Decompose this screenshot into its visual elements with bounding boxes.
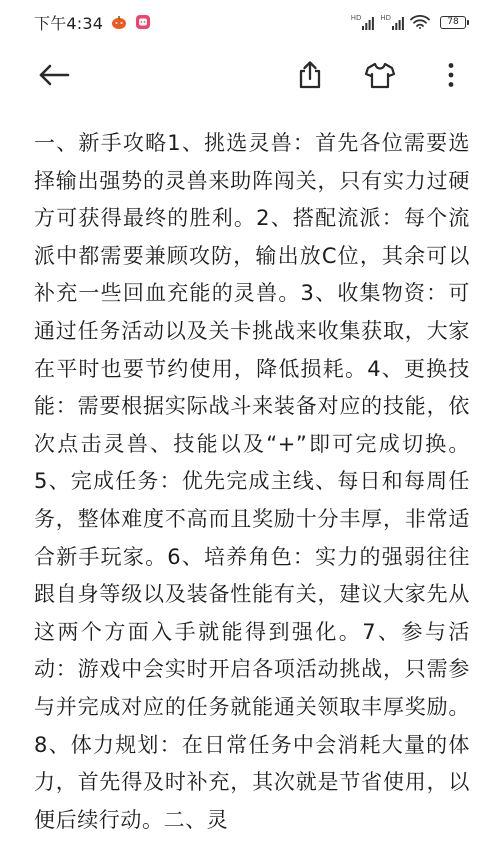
status-left <box>34 11 151 34</box>
pumpkin-app-icon <box>111 14 127 30</box>
signal-1 <box>351 15 375 30</box>
arrow-left-icon <box>37 63 71 87</box>
more-vertical-icon <box>447 62 455 88</box>
tshirt-icon <box>364 61 396 89</box>
signal-bars-icon <box>362 16 374 30</box>
status-bar <box>0 0 500 44</box>
status-time: 下午4:34 <box>34 13 104 33</box>
share-icon <box>296 60 324 90</box>
signal-bars-icon <box>392 16 404 30</box>
hd-label-1: HD <box>350 13 362 22</box>
status-right <box>351 15 466 30</box>
pink-app-icon <box>135 14 151 30</box>
more-button[interactable] <box>427 50 475 100</box>
battery-icon <box>440 16 466 29</box>
theme-button[interactable] <box>356 50 404 100</box>
battery-level: 78 <box>447 16 459 27</box>
article-body: 一、新手攻略1、挑选灵兽：首先各位需要选择输出强势的灵兽来助阵闯关，只有实力过硬方可获得最终的胜利。2、搭配流派：每个流派中都需要兼顾攻防，输出放C位，其余可以补充一些回血充能的灵兽。3、收集物资：可通过任务活动以及关卡挑战来收集获取，大家在平时也要节约使用，降低损耗。4、更换技能：需要根据实际战斗来装备对应的技能，依次点击灵兽、技能以及“+”即可完成切换。5、完成任务：优先完成主线、每日和每周任务，整体难度不高而且奖励十分丰厚，非常适合新手玩家。6、培养角色：实力的强弱往往跟自身等级以及装备性能有关，建议大家先从这两个方面入手就能得到强化。7、参与活动：游戏中会实时开启各项活动挑战，只需参与并完成对应的任务就能通关领取丰厚奖励。8、体力规划：在日常任务中会消耗大量的体力，首先得及时补充，其次就是节省使用，以便后续行动。二、灵 <box>34 131 470 832</box>
wifi-icon <box>410 15 430 29</box>
back-button[interactable] <box>30 50 78 100</box>
share-button[interactable] <box>286 50 334 100</box>
top-toolbar <box>0 50 500 100</box>
hd-label-2: HD <box>380 13 391 22</box>
signal-2 <box>380 15 404 30</box>
